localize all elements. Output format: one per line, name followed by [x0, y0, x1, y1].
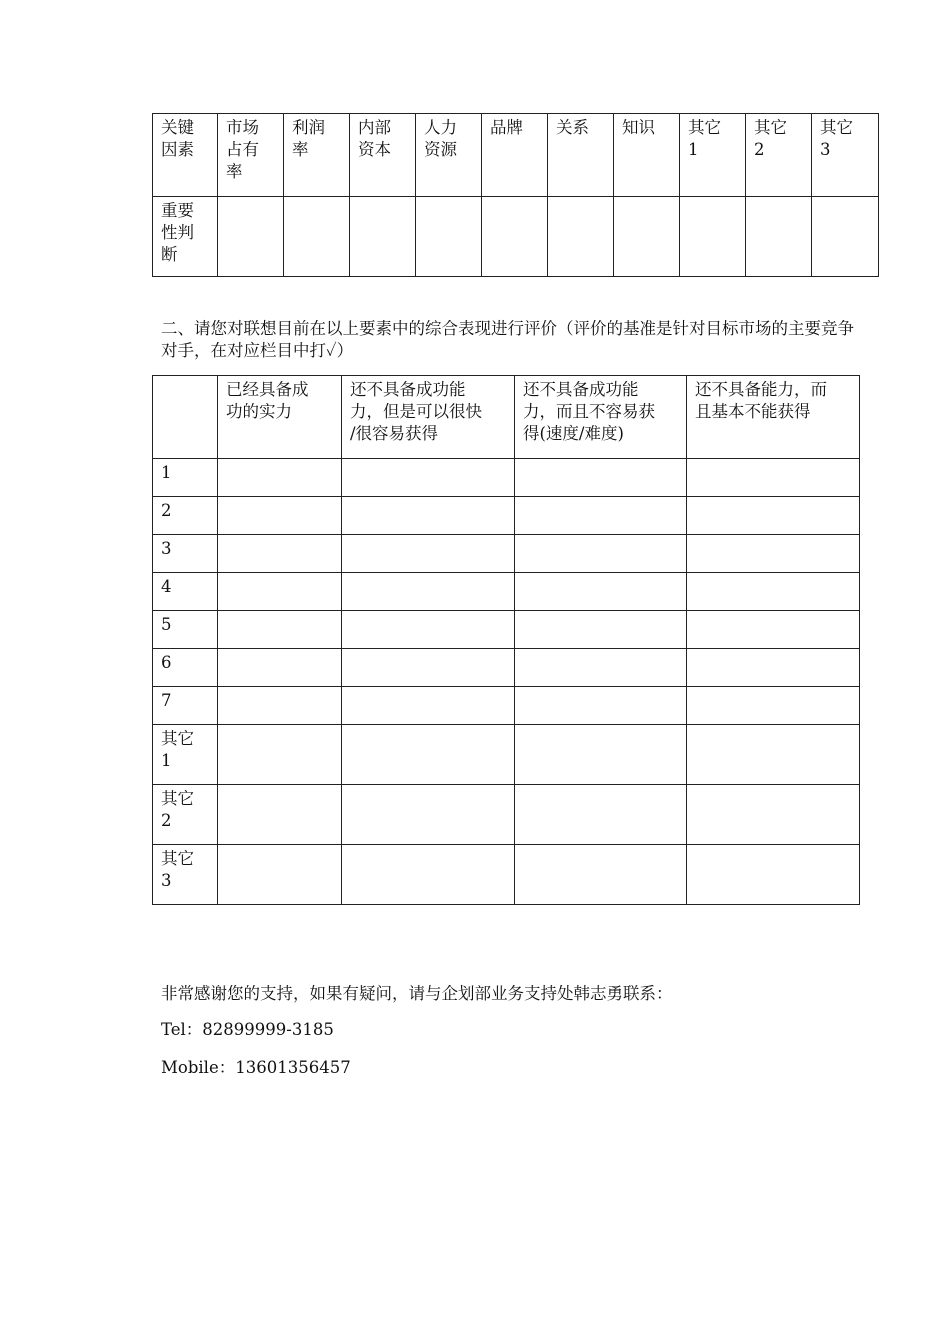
- table-row: [153, 497, 860, 535]
- row-label: 其它 3: [153, 845, 218, 905]
- input-cell[interactable]: [548, 197, 614, 277]
- header-cell: 关键 因素: [153, 114, 218, 197]
- header-cell: 其它 1: [680, 114, 746, 197]
- checkbox-cell[interactable]: [515, 497, 687, 535]
- checkbox-cell[interactable]: [342, 725, 515, 785]
- input-cell[interactable]: [812, 197, 879, 277]
- header-cell: 市场 占有 率: [218, 114, 284, 197]
- checkbox-cell[interactable]: [515, 535, 687, 573]
- checkbox-cell[interactable]: [218, 611, 342, 649]
- table-header-row: [153, 114, 879, 197]
- checkbox-cell[interactable]: [218, 649, 342, 687]
- checkbox-cell[interactable]: [687, 687, 860, 725]
- header-cell: 知识: [614, 114, 680, 197]
- header-cell: 其它 3: [812, 114, 879, 197]
- header-cell: 已经具备成 功的实力: [218, 376, 342, 459]
- header-cell: 还不具备成功能 力，但是可以很快 /很容易获得: [342, 376, 515, 459]
- checkbox-cell[interactable]: [687, 535, 860, 573]
- checkbox-cell[interactable]: [342, 845, 515, 905]
- checkbox-cell[interactable]: [687, 459, 860, 497]
- table-header-row: [153, 376, 860, 459]
- input-cell[interactable]: [680, 197, 746, 277]
- row-label: 重要 性判 断: [153, 197, 218, 277]
- checkbox-cell[interactable]: [515, 611, 687, 649]
- checkbox-cell[interactable]: [687, 649, 860, 687]
- evaluation-table: [152, 375, 860, 905]
- checkbox-cell[interactable]: [218, 725, 342, 785]
- checkbox-cell[interactable]: [342, 573, 515, 611]
- checkbox-cell[interactable]: [515, 459, 687, 497]
- table-row: [153, 687, 860, 725]
- thanks-text: 非常感谢您的支持，如果有疑问，请与企划部业务支持处韩志勇联系：: [161, 984, 673, 1003]
- table-row: [153, 611, 860, 649]
- header-cell: 品牌: [482, 114, 548, 197]
- checkbox-cell[interactable]: [342, 535, 515, 573]
- checkbox-cell[interactable]: [687, 845, 860, 905]
- checkbox-cell[interactable]: [687, 725, 860, 785]
- checkbox-cell[interactable]: [687, 497, 860, 535]
- checkbox-cell[interactable]: [342, 649, 515, 687]
- checkbox-cell[interactable]: [515, 845, 687, 905]
- input-cell[interactable]: [350, 197, 416, 277]
- input-cell[interactable]: [218, 197, 284, 277]
- tel-text: Tel：82899999-3185: [161, 1020, 334, 1039]
- row-label: 1: [153, 459, 218, 497]
- section-2-instruction: 二、请您对联想目前在以上要素中的综合表现进行评价（评价的基准是针对目标市场的主要竞争对手，在对应栏目中打✓）: [161, 319, 854, 360]
- checkbox-cell[interactable]: [515, 649, 687, 687]
- checkbox-cell[interactable]: [218, 573, 342, 611]
- checkbox-cell[interactable]: [342, 611, 515, 649]
- checkbox-cell[interactable]: [515, 687, 687, 725]
- checkbox-cell[interactable]: [515, 725, 687, 785]
- table-row: [153, 459, 860, 497]
- table-row: [153, 573, 860, 611]
- input-cell[interactable]: [746, 197, 812, 277]
- table-row: [153, 649, 860, 687]
- table-row: [153, 845, 860, 905]
- checkbox-cell[interactable]: [218, 459, 342, 497]
- checkbox-cell[interactable]: [218, 687, 342, 725]
- header-cell: 人力 资源: [416, 114, 482, 197]
- table-row: [153, 785, 860, 845]
- row-label: 7: [153, 687, 218, 725]
- table-row: [153, 197, 879, 277]
- row-label: 2: [153, 497, 218, 535]
- checkbox-cell[interactable]: [342, 785, 515, 845]
- checkbox-cell[interactable]: [218, 497, 342, 535]
- mobile-text: Mobile：13601356457: [161, 1058, 351, 1077]
- header-cell: 还不具备成功能 力，而且不容易获 得(速度/难度): [515, 376, 687, 459]
- header-cell: 利润 率: [284, 114, 350, 197]
- checkbox-cell[interactable]: [687, 785, 860, 845]
- row-label: 3: [153, 535, 218, 573]
- input-cell[interactable]: [614, 197, 680, 277]
- row-label: 其它 2: [153, 785, 218, 845]
- table-row: [153, 535, 860, 573]
- header-cell: 关系: [548, 114, 614, 197]
- header-cell: 内部 资本: [350, 114, 416, 197]
- checkbox-cell[interactable]: [515, 573, 687, 611]
- checkbox-cell[interactable]: [687, 611, 860, 649]
- input-cell[interactable]: [416, 197, 482, 277]
- key-factors-table: [152, 113, 879, 277]
- row-label: 其它 1: [153, 725, 218, 785]
- checkbox-cell[interactable]: [342, 497, 515, 535]
- checkbox-cell[interactable]: [342, 687, 515, 725]
- row-label: 4: [153, 573, 218, 611]
- checkbox-cell[interactable]: [687, 573, 860, 611]
- header-cell: 还不具备能力，而 且基本不能获得: [687, 376, 860, 459]
- checkbox-cell[interactable]: [342, 459, 515, 497]
- header-cell: 其它 2: [746, 114, 812, 197]
- input-cell[interactable]: [284, 197, 350, 277]
- row-label: 6: [153, 649, 218, 687]
- checkbox-cell[interactable]: [218, 785, 342, 845]
- input-cell[interactable]: [482, 197, 548, 277]
- checkbox-cell[interactable]: [515, 785, 687, 845]
- checkbox-cell[interactable]: [218, 845, 342, 905]
- row-label: 5: [153, 611, 218, 649]
- header-cell: [153, 376, 218, 459]
- checkbox-cell[interactable]: [218, 535, 342, 573]
- table-row: [153, 725, 860, 785]
